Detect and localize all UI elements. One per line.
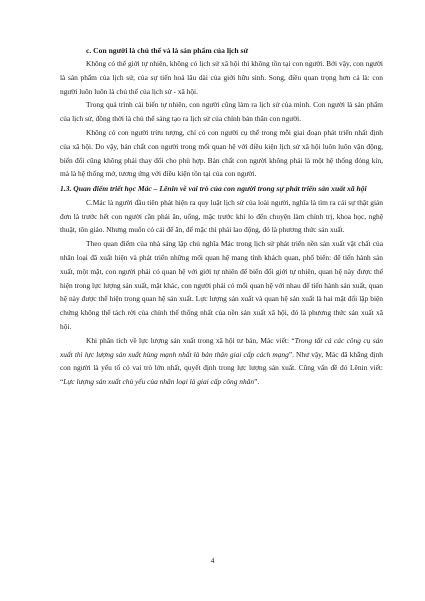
paragraph-4: C.Mác là người đầu tiên phát hiện ra quy luật lịch sử của loài người, nghĩa là tìm ra cái sự thật giản đơn là trước hết con người cần phải ăn, uống, mặc trước khi lo đến chuyện làm chính trị, khoa học, nghệ thuật, tôn giáo. Nhưng muốn có cái để ăn, để mặc thì phải lao động, đó là phương thức sản xuất.	[60, 197, 383, 235]
page-number: 4	[210, 556, 215, 565]
paragraph-1: Không có thế giới tự nhiên, không có lịch sử xã hội thì không tồn tại con người. Bởi vậy, con người là sản phẩm của lịch sử, của sự tiến hoá lâu dài của giới hữu sinh. Song, điều quan trọng hơn cả là: con người luôn luôn là chủ thể của lịch sử - xã hội.	[60, 59, 383, 96]
section-heading-1-3: 1.3. Quan điểm triết học Mác – Lênin về vai trò của con người trong sự phát triển sản xuất xã hội	[60, 184, 367, 194]
paragraph-6	[60, 334, 383, 389]
paragraph-6-text-c: ”. Như vậy, Mác đã khẳng định con người là yếu tố có vai trò lớn nhất, quyết định trong lực lượng sản xuất. Cũng vấn đề đó Lênin viết: “	[60, 349, 383, 387]
paragraph-5: Theo quan điểm của nhà sáng lập chủ nghĩa Mác trong lịch sử phát triển nền sản xuất vật chất của nhân loại đã xuất hiện và phát triển những mối quan hệ mang tính khách quan, phổ biến: để tiến hành sản xuất, một mặt, con người phải có quan hệ với giới tự nhiên để biến đổi giới tự nhiên, quan hệ này được thể hiện trong lực lượng sản xuất, mặt khác, con người phải có mối quan hệ với nhau để tiến hành sản xuất, quan hệ này được thể hiện trong quan hệ sản xuất. Lực lượng sản xuất và quan hệ sản xuất là hai mặt đối lập biện chứng không thể tách rời của chính thể thống nhất của nền sản xuất xã hội, đó là phương thức sản xuất xã hội.	[60, 239, 383, 331]
paragraph-6-text-e: ”.	[254, 377, 260, 387]
lenin-quote: Lực lượng sản xuất chủ yếu của nhân loại là giai cấp công nhân	[63, 377, 255, 387]
marx-quote: Trong tất cả các công cụ sản xuất thì lực lượng sản xuất hùng mạnh nhất là bản thân giai cấp cách mạng	[60, 335, 383, 359]
paragraph-3: Không có con người trừu tượng, chỉ có con người cụ thể trong mỗi giai đoạn phát triển nhất định của xã hội. Do vậy, bản chất con người trong mối quan hệ với điều kiện lịch sử xã hội luôn luôn vận động, biến đổi cũng không phải thay đổi cho phù hợp. Bản chất con người không phải là một hệ thống đóng kín, mà là hệ thống mở, tương ứng với điều kiện tồn tại của con người.	[60, 127, 383, 179]
paragraph-2: Trong quá trình cải biến tự nhiên, con người cũng làm ra lịch sử của mình. Con người là sản phẩm của lịch sử, đồng thời là chủ thể sáng tạo ra lịch sử của chính bản thân con người.	[60, 100, 383, 124]
subheading-c: c. Con người là chủ thể và là sản phẩm của lịch sử	[86, 46, 249, 55]
paragraph-6-text-a: Khi phân tích về lực lượng sản xuất trong xã hội tư bản, Mác viết: “	[86, 335, 295, 345]
page-content	[60, 45, 383, 389]
